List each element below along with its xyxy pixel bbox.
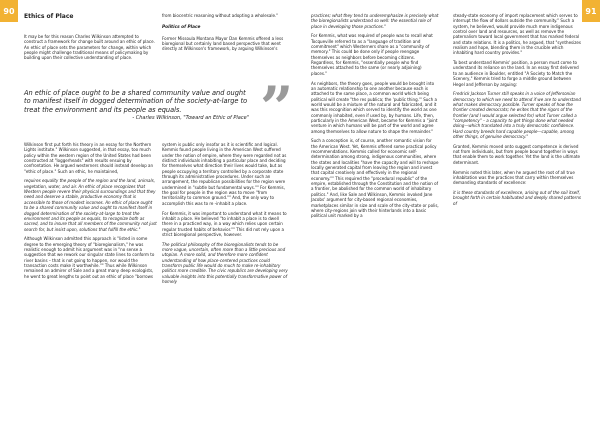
column-1-bottom	[24, 142, 157, 283]
subheading: Politics of Place	[162, 25, 201, 31]
paragraph: Granted, Kemmis moved onto suggest competence is derived not from individuals, but from people bound together in ways that enable them to work together. Yet the land is the ultimate determinant.	[453, 143, 581, 165]
block-quote: requires equality the people of the region and the land, animals, vegetation, water, and air. An ethic of place recognizes that Western people revere their physical surroundings and that they need and deserve a stable, productive economy that is accessible to those of modest incomes. An ethic of place ought to be a shared community value and ought to manifest itself in dogged determination of the society-at-large to treat the environment and its people as equals, to recognize both as sacred, and to insure that all members of the community not just search for, but insist upon, solutions that fulfill the ethic."	[24, 178, 157, 232]
paragraph: Kemmis noted this later, when he argued the root of all true inhabitation was the practices that carry within themselves demanding standards of excellence:	[453, 169, 575, 186]
quotation-mark-icon: ”	[260, 74, 294, 142]
paragraph: Wilkinson first put forth his theory in an essay for the Northern Lights institute." Wilkinson suggested, in that essay, too much policy within the western region of the United States had been constructed at "loggerheads" with results ensuing by confrontation. He argued westerners should instead develop an "ethic of place." Such an ethic, he maintained,	[24, 142, 154, 174]
column-2-top	[162, 13, 290, 56]
pull-quote-text: An ethic of place ought to be a shared community value and ought to manifest itself in dogged determination of the society-at-large to treat the environment and its people as equals.	[24, 89, 248, 114]
paragraph: For Kemmis, it was important to understand what it means to inhabit a place. He believed "to inhabit a place is to dwell there in a practiced way, in a way which relies upon certain regular trusted habits of behavior."" This did not rely upon a strict bioregional perspective, however.	[162, 210, 287, 237]
paragraph: steady-state economy of import replacement which serves to interrupt the flow of dollars outside the community." Such a system, he believed, would provide much more indigenous control over land and resources, as well as remove the paternalism toward local government that has marked federal and state relations. It is a politics, he argued, that "synthesizes realism and hope, blending them in the crucible which inhabiting hard country provides."	[453, 13, 582, 56]
paragraph: Although Wilkinson admitted this approach is "listed in some degree to the emerging theory of "bioregionalism," he was realistic enough to admit his argument was in "no sense a suggestion that we rework our singular state lines to conform to river basins – that is not going to happen, nor would the transaction costs make it worthwhile."" Thus while Wilkinson remained an admirer of Sale and a great many deep ecologists, he went to great lengths to point out an ethic of place "borrows	[24, 236, 155, 279]
column-1-top	[24, 13, 157, 65]
paragraph: from biocentric reasoning without adopting a wholesale."	[162, 13, 279, 18]
block-quote: Fredrick Jackson Turner still speaks in a voice of Jeffersonian democracy to which we need to attend if we are to understand what makes democracy possible. Turner speaks of how the frontier created democrats; he writes that the rigors of the frontier (and I would argue selected for) what Turner called a "competency" – a capacity to get things done what needed doing—which translated into a truly democratic confidence. Hard country breeds hard capable people—capable, among other things, of genuine democracy."	[453, 91, 581, 139]
block-quote: it is these standards of excellence, arising out of the soil itself, brought forth in certain habituated and deeply shared patterns of	[453, 189, 582, 206]
section-title: Ethics of Place	[24, 13, 74, 20]
pull-quote-attribution: - Charles Wilkinson, "Toward an Ethic of Place"	[132, 114, 249, 121]
page-number-left: 90	[0, 0, 18, 22]
paragraph: Former Missoula Montana Mayor Dan Kemmis offered a less bioregional but certainly land based perspective that went directly at Wilkinson's framework, by arguing Wilkinson's	[162, 35, 284, 52]
column-3	[311, 13, 439, 223]
paragraph: As neighbors, the theory goes, people would be brought into an automatic relationship to one another because each is attached to the same place, a common world which being political will create "the res publica; the 'public thing.'" Such a world would be a mixture of the natural and fabricated, and it was this recognition which served to identify the world as one commonly inhabited, even if used by, by humans. Life, then, particularly in the American West, became for Kemmis a "joint venture in which humans will be part of the world and agree among themselves to allow nature to shape the remainder."	[311, 80, 438, 134]
paragraph: system is public only insofar as it is scientific and logical. Kemmis found people living in the American West suffered under the notion of empire, where they were regarded not as distinct individuals inhabiting a particular place and deciding for themselves what direction their lives would take, but as people occupying a territory controlled by a corporate state through its administrative procedures. Under such an arrangement, the republican possibilities for the region were undermined in "subtle but fundamental ways."" For Kemmis, the goal for people in the region was to move "from territoriality to common ground."" And, the only way to accomplish this was to re -inhabit a place.	[162, 142, 287, 206]
paragraph: For Kemmis, what was required of people was to recall what Tocqueville referred to as a "language of tradition and commitment" which Westerners share as a "community of memory." This could be done only if people reengage themselves as neighbors before becoming citizens. Regardless, for Kemmis, "essentially people who find themselves attached to the same (or nearly adjoining) places."	[311, 33, 433, 76]
column-4	[453, 13, 581, 210]
column-2-bottom	[162, 142, 290, 289]
block-quote: The political philosophy of the bioregionalists tends to be more vague, uncertain, often more than a little precious and utopian. A more solid, and therefore more confident understanding of how place-centered practices could transform public life would do much to make re-inhabitory politics more credible. The civic republics are developing very valuable insights into this potentially transformative power of homely	[162, 241, 288, 285]
paragraph: It may be for this reason Charles Wilkinson attempted to construct a framework for change built around an ethic of place. An ethic of place sets the parameters for change, within which people might challenge traditional means of policymaking by building upon their collective understanding of place.	[24, 34, 155, 61]
paragraph: To best understand Kemmis' position, a person must come to understand its reliance on the land. In an essay first delivered to an audience in Boulder, entitled "A Society to Match the Scenery," Kemmis tried to forge a middle ground between Hegel and Jefferson by arguing:	[453, 60, 579, 87]
paragraph: Such a conception is, of course, another romantic vision for the American West. Yet, Kemmis offered some practical policy recommendations. Kemmis called for economic self-determination among strong, indigenous communities, where the states and localities "have the capacity and will to reshape locally generated capital from leaving the region and invest that capital creatively and effectively in the regional economy."" This required the "procedural republic" of the empire, established through the Constitution and the notion of a frontier, be abolished for the common world of inhabitory politics." And, like Sale and Wilkinson, Kemmis invoked Jane Jacobs' argument for city-based regional economies, marketplaces similar in size and scale of the city-state or polis, where city-regions join with their hinterlands into a basic political unit marked by a	[311, 138, 439, 219]
page-number-right: 91	[582, 0, 600, 22]
pull-quote	[24, 74, 294, 142]
block-quote: practices; what they tend to underemphasize is precisely what the bioregionalists understand so well: the essential role of place in developing those practices."	[311, 13, 439, 29]
